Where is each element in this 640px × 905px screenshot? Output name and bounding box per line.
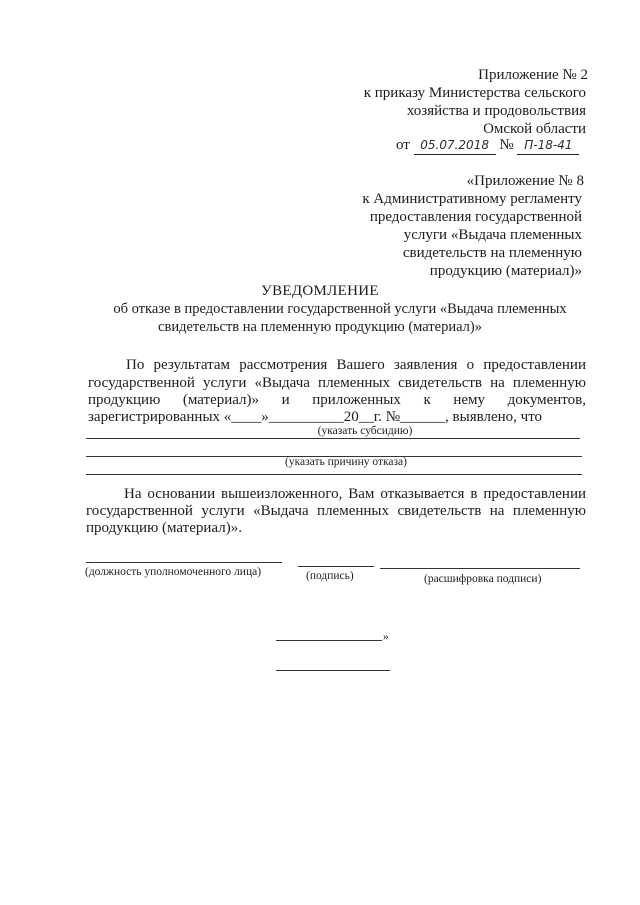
paragraph-line: продукцию (материал)» и приложенных к нему документов, [88,392,586,408]
position-line [86,562,282,563]
hint-subsidy: (указать субсидию) [317,425,413,437]
appendix-8-line: продукцию (материал)» [429,263,582,279]
decoding-label: (расшифровка подписи) [424,573,542,585]
document-heading: УВЕДОМЛЕНИЕ [261,283,379,299]
paragraph-line: государственной услуги «Выдача племенных свидетельств на племенную [88,375,586,391]
signature-label: (подпись) [306,570,354,582]
fill-in-line-reason-2 [86,474,582,475]
fill-in-line-subsidy [86,438,580,439]
document-subheading: свидетельств на племенную продукцию (материал)» [158,319,482,335]
position-label: (должность уполномоченного лица) [85,566,262,578]
closing-quote-mark: » [383,631,389,643]
paragraph-line: зарегистрированных «____»__________20__г. №______, выявлено, что [88,409,543,425]
appendix-2-title: Приложение № 2 [478,67,588,83]
appendix-8-line: свидетельств на племенную [402,245,582,261]
hint-reason: (указать причину отказа) [285,456,407,468]
order-date-line [396,136,579,155]
appendix-2-line: хозяйства и продовольствия [406,103,586,119]
appendix-2-line: к приказу Министерства сельского [363,85,586,101]
signature-line [298,566,374,567]
decoding-line [380,568,580,569]
appendix-8-line: предоставления государственной [369,209,582,225]
appendix-8-line: услуги «Выдача племенных [403,227,582,243]
closing-line-2 [276,670,390,671]
appendix-2-line: Омской области [483,121,586,137]
handwritten-date: 05.07.2018 [414,136,496,155]
paragraph-line: государственной услуги «Выдача племенных свидетельств на племенную [86,503,586,519]
date-prefix: от [396,137,410,153]
appendix-8-line: к Административному регламенту [362,191,582,207]
paragraph-line: На основании вышеизложенного, Вам отказывается в предоставлении [124,486,586,502]
closing-line [276,640,382,641]
paragraph-line: продукцию (материал)». [86,520,242,536]
appendix-8-title: «Приложение № 8 [466,173,584,189]
handwritten-number: П-18-41 [517,136,579,155]
number-prefix: № [499,137,514,153]
document-subheading: об отказе в предоставлении государственной услуги «Выдача племенных [113,301,567,317]
paragraph-line: По результатам рассмотрения Вашего заявления о предоставлении [126,357,586,373]
